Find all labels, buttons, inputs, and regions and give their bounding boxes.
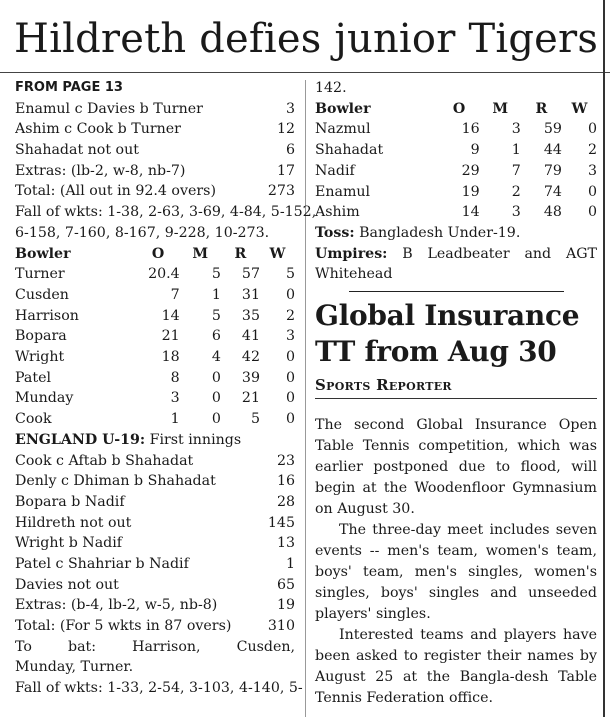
batsman-entry: Extras: (b-4, lb-2, w-5, nb-8) <box>15 597 218 614</box>
bowler-name: Enamul <box>315 183 371 200</box>
bowling-row <box>15 388 295 409</box>
england-bowling-table <box>15 244 295 430</box>
bowling-figure: 5 <box>211 266 221 283</box>
runs-value: 12 <box>276 121 295 138</box>
fall-of-wickets-continued: 142. <box>315 80 347 96</box>
bowler-name: Bopara <box>15 328 67 345</box>
toss-label: Toss: <box>315 224 355 241</box>
bowling-figure: 2 <box>587 142 597 159</box>
batsman-entry: Patel c Shahriar b Nadif <box>15 555 189 572</box>
bowler-name: Turner <box>15 266 65 283</box>
runs-value: 19 <box>276 597 295 614</box>
bowling-figure: 20.4 <box>148 266 180 283</box>
runs-value: 1 <box>285 555 295 572</box>
batsman-entry: Shahadat not out <box>15 142 139 159</box>
umpires-label: Umpires: <box>315 245 388 262</box>
england-batting-list <box>15 451 295 637</box>
bowling-figure: 7 <box>170 286 180 303</box>
story-paragraph: The three-day meet includes seven events -- men's team, women's team, boys' team, men's singles, women's singles, boys' singles and unseeded players' singles. <box>315 522 597 622</box>
bangla-batting-list <box>15 99 295 202</box>
bowling-figure: 74 <box>543 183 562 200</box>
bowling-figure: 6 <box>211 328 221 345</box>
headline-rule <box>0 72 610 73</box>
batting-row <box>15 575 295 596</box>
bowling-row <box>315 202 597 223</box>
runs-value: 28 <box>276 493 295 510</box>
umpires-line <box>315 244 597 285</box>
bowling-figure: 1 <box>170 411 180 428</box>
bowling-figure: 8 <box>170 369 180 386</box>
batting-row <box>15 99 295 120</box>
bowling-figure: 0 <box>285 349 295 366</box>
batting-row <box>15 492 295 513</box>
bowling-figure: 29 <box>461 162 480 179</box>
bowling-header-cell: R <box>234 245 247 262</box>
umpires-value: B Leadbeater and AGT Whitehead <box>315 245 597 283</box>
runs-value: 65 <box>276 576 295 593</box>
story-paragraph: The second Global Insurance Open Table Tennis competition, which was earlier postponed due to flood, will begin at the Woodenfloor Gymnasium on August 30. <box>315 417 597 517</box>
runs-value: 3 <box>285 100 295 117</box>
bowling-figure: 3 <box>587 162 597 179</box>
bowling-figure: 0 <box>587 183 597 200</box>
page-headline: Hildreth defies junior Tigers <box>14 16 599 62</box>
toss-line <box>315 223 597 244</box>
batting-row <box>15 451 295 472</box>
bowling-figure: 42 <box>241 349 260 366</box>
from-page-label: FROM PAGE 13 <box>15 80 123 95</box>
bowling-figure: 41 <box>241 328 260 345</box>
bowler-name: Nadif <box>315 162 355 179</box>
bowler-name: Ashim <box>315 204 360 221</box>
batsman-entry: Enamul c Davies b Turner <box>15 100 203 117</box>
bowling-header-cell: O <box>452 100 466 117</box>
bowling-figure: 0 <box>285 390 295 407</box>
right-column <box>315 78 597 709</box>
bowling-figure: 0 <box>211 390 221 407</box>
bowler-name: Cook <box>15 411 52 428</box>
runs-value: 145 <box>267 514 295 531</box>
runs-value: 13 <box>276 535 295 552</box>
bowling-figure: 57 <box>241 266 260 283</box>
bowling-row <box>15 285 295 306</box>
bowling-row <box>15 409 295 430</box>
bowling-figure: 21 <box>241 390 260 407</box>
bowling-figure: 1 <box>211 286 221 303</box>
bowling-row <box>315 182 597 203</box>
section-rule <box>349 291 564 292</box>
batsman-entry: Ashim c Cook b Turner <box>15 121 181 138</box>
story-paragraph: Interested teams and players have been asked to register their names by August 25 at the Bangla-desh Table Tennis Federation office. <box>315 627 597 706</box>
bowling-header-row <box>15 244 295 265</box>
bowler-name: Cusden <box>15 286 69 303</box>
bowling-figure: 0 <box>285 369 295 386</box>
left-column <box>15 78 317 699</box>
to-bat-line: Munday, Turner. <box>15 659 134 676</box>
bowling-figure: 1 <box>511 142 521 159</box>
bowling-header-cell: R <box>535 100 548 117</box>
bowling-figure: 44 <box>543 142 562 159</box>
batsman-entry: Denly c Dhiman b Shahadat <box>15 473 216 490</box>
bowling-row <box>315 140 597 161</box>
bowling-header-cell: Bowler <box>15 245 71 262</box>
england-innings-label: ENGLAND U-19: <box>15 431 146 448</box>
bowling-figure: 4 <box>211 349 221 366</box>
bowling-header-cell: W <box>571 100 588 117</box>
bowling-row <box>315 161 597 182</box>
runs-value: 23 <box>276 452 295 469</box>
bowling-figure: 2 <box>285 307 295 324</box>
england-innings-sub: First innings <box>145 431 242 448</box>
bowling-figure: 0 <box>211 369 221 386</box>
batsman-entry: Davies not out <box>15 576 119 593</box>
bowling-figure: 0 <box>587 121 597 138</box>
batsman-entry: Total: (All out in 92.4 overs) <box>15 183 216 200</box>
runs-value: 6 <box>285 142 295 159</box>
bowling-figure: 48 <box>543 204 562 221</box>
bowling-figure: 35 <box>241 307 260 324</box>
batting-row <box>15 140 295 161</box>
batting-row <box>15 161 295 182</box>
runs-value: 273 <box>267 183 295 200</box>
bowling-figure: 14 <box>161 307 180 324</box>
bowling-figure: 9 <box>470 142 480 159</box>
bowling-figure: 0 <box>285 286 295 303</box>
bowling-header-cell: M <box>492 100 509 117</box>
bowling-row <box>15 326 295 347</box>
bowling-figure: 21 <box>161 328 180 345</box>
bowling-figure: 2 <box>511 183 521 200</box>
fall-of-wickets-line: 6-158, 7-160, 8-167, 9-228, 10-273. <box>15 224 270 241</box>
bowling-figure: 3 <box>170 390 180 407</box>
runs-value: 17 <box>276 162 295 179</box>
bowling-figure: 16 <box>461 121 480 138</box>
bowling-figure: 7 <box>511 162 521 179</box>
bowling-row <box>15 347 295 368</box>
bowling-figure: 79 <box>543 162 562 179</box>
bowler-name: Harrison <box>15 307 79 324</box>
bowler-name: Patel <box>15 369 52 386</box>
bowling-figure: 3 <box>285 328 295 345</box>
bowling-figure: 31 <box>241 286 260 303</box>
batting-row <box>15 513 295 534</box>
runs-value: 310 <box>267 618 295 635</box>
batsman-entry: Bopara b Nadif <box>15 493 125 510</box>
bowling-figure: 39 <box>241 369 260 386</box>
england-innings-heading <box>15 430 295 451</box>
bowling-row <box>15 264 295 285</box>
fall-of-wickets-line: Fall of wkts: 1-33, 2-54, 3-103, 4-140, 5- <box>15 680 303 697</box>
bowling-row <box>15 306 295 327</box>
bowling-header-cell: W <box>269 245 286 262</box>
bowling-figure: 3 <box>511 121 521 138</box>
bowling-figure: 3 <box>511 204 521 221</box>
bowler-name: Munday <box>15 390 74 407</box>
bowling-header-row <box>315 99 597 120</box>
batting-row <box>15 181 295 202</box>
bowling-figure: 5 <box>250 411 260 428</box>
bowling-header-cell: O <box>151 245 165 262</box>
bowling-figure: 14 <box>461 204 480 221</box>
bowling-figure: 0 <box>587 204 597 221</box>
column-divider <box>305 80 306 717</box>
bangladesh-bowling-table <box>315 99 597 223</box>
batsman-entry: Total: (For 5 wkts in 87 overs) <box>15 618 232 635</box>
bowler-name: Shahadat <box>315 142 384 159</box>
story-body <box>315 415 597 709</box>
bowling-header-cell: Bowler <box>315 100 371 117</box>
batsman-entry: Wright b Nadif <box>15 535 123 552</box>
bowling-header-cell: M <box>192 245 209 262</box>
bowler-name: Wright <box>15 349 65 366</box>
batsman-entry: Hildreth not out <box>15 514 132 531</box>
to-bat-line: To bat: Harrison, Cusden, <box>15 638 295 655</box>
story-headline: Global Insurance TT from Aug 30 <box>315 299 580 368</box>
batsman-entry: Cook c Aftab b Shahadat <box>15 452 194 469</box>
batting-row <box>15 471 295 492</box>
batting-row <box>15 595 295 616</box>
bowling-row <box>315 119 597 140</box>
batting-row <box>15 554 295 575</box>
bowling-row <box>15 368 295 389</box>
byline: Sports Reporter <box>315 374 597 399</box>
batting-row <box>15 616 295 637</box>
bowling-figure: 5 <box>285 266 295 283</box>
runs-value: 16 <box>276 473 295 490</box>
bowling-figure: 5 <box>211 307 221 324</box>
batting-row <box>15 533 295 554</box>
bowling-figure: 19 <box>461 183 480 200</box>
toss-value: Bangladesh Under-19. <box>354 224 521 241</box>
batting-row <box>15 119 295 140</box>
fall-of-wickets-line: Fall of wkts: 1-38, 2-63, 3-69, 4-84, 5-152, <box>15 204 317 221</box>
batsman-entry: Extras: (lb-2, w-8, nb-7) <box>15 162 186 179</box>
bowling-figure: 0 <box>285 411 295 428</box>
bowler-name: Nazmul <box>315 121 371 138</box>
bowling-figure: 59 <box>543 121 562 138</box>
bowling-figure: 0 <box>211 411 221 428</box>
bowling-figure: 18 <box>161 349 180 366</box>
page-edge <box>603 0 605 717</box>
